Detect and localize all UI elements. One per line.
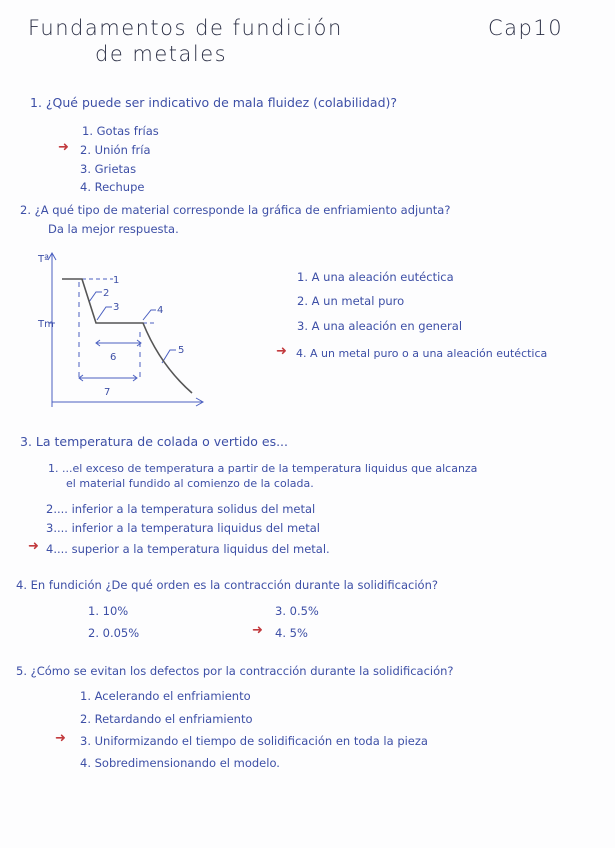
y-axis [48,253,56,407]
option: 4. Sobredimensionando el modelo. [80,756,280,770]
cooling-curve-graph [0,240,250,420]
tm-label: Tm [38,319,54,330]
option: 2. 0.05% [88,626,140,640]
title-line-2: de metales [95,42,228,66]
x-axis [52,398,203,406]
option: 1. 10% [88,604,129,618]
option: 3. 0.5% [275,604,319,618]
question-text: 4. En fundición ¿De qué orden es la contracción durante la solidificación? [16,578,438,592]
interval-7-arrow [79,375,137,381]
label-4: 4 [157,305,164,316]
label-6: 6 [110,352,117,363]
chapter-label: Cap10 [488,16,564,40]
option: 1. Gotas frías [82,124,159,138]
answer-arrow-icon: ➜ [55,731,66,746]
answer-arrow-icon: ➜ [28,539,39,554]
title-line-1: Fundamentos de fundición [28,16,343,40]
answer-arrow-icon: ➜ [58,140,69,155]
option-marked: 2. Unión fría [80,143,151,157]
option: 2.... inferior a la temperatura solidus del metal [46,502,316,516]
option: 3. A una aleación en general [297,319,463,333]
option: 2. Retardando el enfriamiento [80,712,253,726]
option: 1. A una aleación eutéctica [297,270,454,284]
label-1: 1 [113,275,120,286]
question-text: 5. ¿Cómo se evitan los defectos por la contracción durante la solidificación? [16,664,454,678]
option-continued: el material fundido al comienzo de la colada. [66,477,314,490]
option-marked: 3. Uniformizando el tiempo de solidificación en toda la pieza [80,734,428,748]
label-5: 5 [178,345,185,356]
option-marked: 4. 5% [275,626,308,640]
question-text-2: Da la mejor respuesta. [48,222,179,236]
label-7: 7 [104,387,111,398]
option: 4. Rechupe [80,180,145,194]
question-text: 2. ¿A qué tipo de material corresponde la gráfica de enfriamiento adjunta? [20,203,451,217]
option: 1. ...el exceso de temperatura a partir de la temperatura liquidus que alcanza [48,462,478,475]
option: 3. Grietas [80,162,137,176]
question-text: 1. ¿Qué puede ser indicativo de mala fluidez (colabilidad)? [30,95,398,110]
option-marked: 4. A un metal puro o a una aleación eutéctica [296,347,548,360]
answer-arrow-icon: ➜ [252,623,263,638]
option: 1. Acelerando el enfriamiento [80,689,251,703]
label-2: 2 [103,288,110,299]
label-3: 3 [113,302,120,313]
option: 2. A un metal puro [297,294,405,308]
option: 3.... inferior a la temperatura liquidus del metal [46,521,320,535]
interval-6-arrow [96,340,141,346]
y-axis-label: Tª [38,254,49,265]
option-marked: 4.... superior a la temperatura liquidus del metal. [46,542,330,556]
question-text: 3. La temperatura de colada o vertido es... [20,434,289,449]
answer-arrow-icon: ➜ [276,344,287,359]
